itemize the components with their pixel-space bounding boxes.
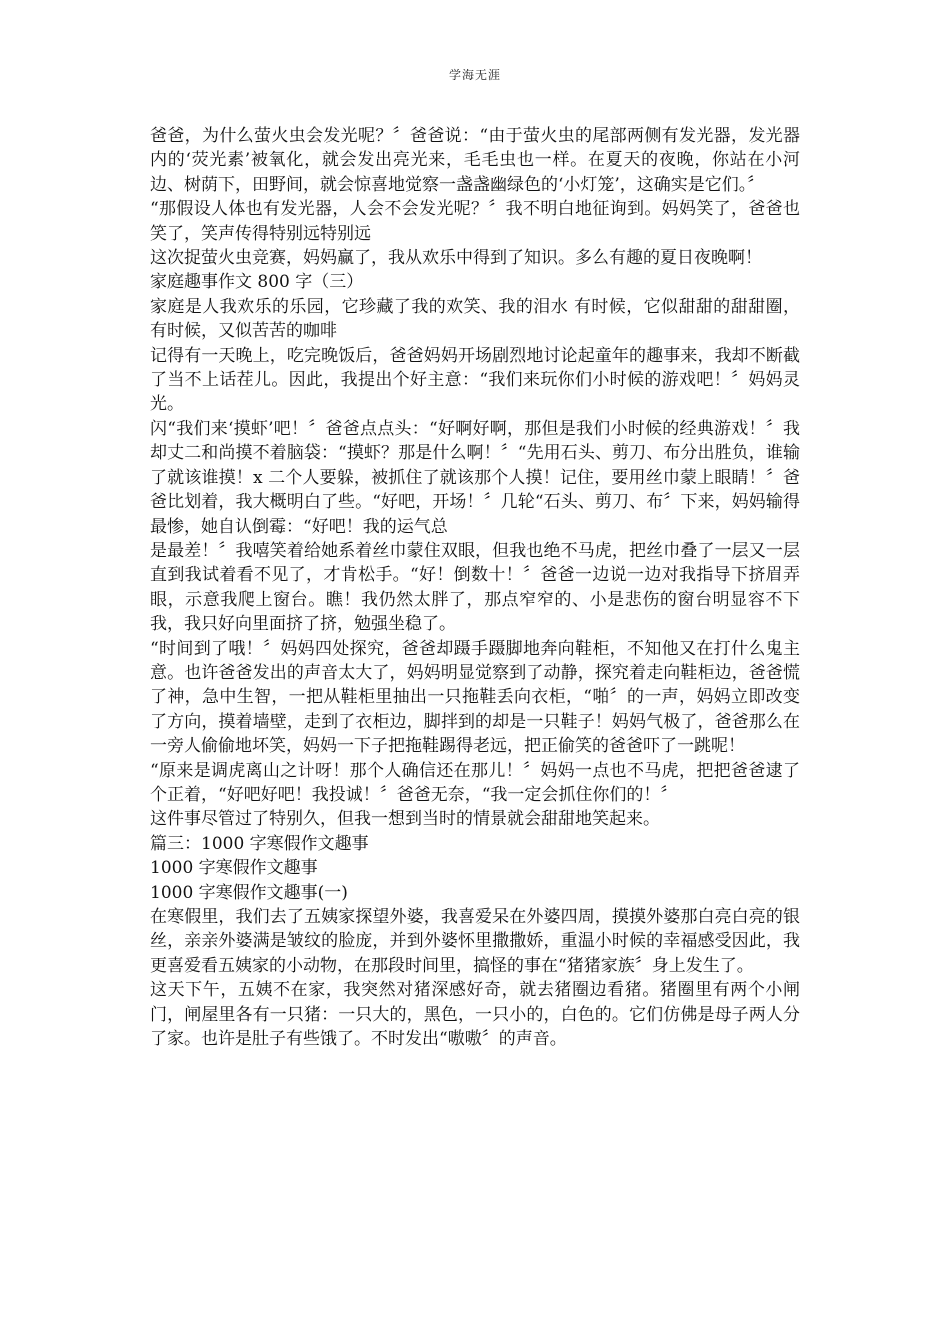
paragraph: 记得有一天晚上，吃完晚饭后，爸爸妈妈开场剧烈地讨论起童年的趣事来，我却不断截了当不上话茬儿。因此，我提出个好主意：“我们来玩你们小时候的游戏吧！〞妈妈灵光。 [150,345,800,415]
paragraph: “时间到了哦！〞妈妈四处探究，爸爸却蹑手蹑脚地奔向鞋柜，不知他又在打什么鬼主意。也许爸爸发出的声音太大了，妈妈明显觉察到了动静，探究着走向鞋柜边，爸爸慌了神，急中生智，一把从鞋柜里抽出一只拖鞋丢向衣柜，“啪〞的一声，妈妈立即改变了方向，摸着墙壁，走到了衣柜边，脚拌到的却是一只鞋子！妈妈气极了，爸爸那么在一旁人偷偷地坏笑，妈妈一下子把拖鞋踢得老远，把正偷笑的爸爸吓了一跳呢！ [150,638,800,757]
paragraph: 在寒假里，我们去了五姨家探望外婆，我喜爱呆在外婆四周，摸摸外婆那白亮白亮的银丝，亲亲外婆满是皱纹的脸庞，并到外婆怀里撒撒娇，重温小时候的幸福感受因此，我更喜爱看五姨家的小动物，在那段时间里，搞怪的事在“猪猪家族〞身上发生了。 [150,907,800,976]
paragraph: 家庭是人我欢乐的乐园，它珍藏了我的欢笑、我的泪水 有时候，它似甜甜的甜甜圈，有时候，又似苦苦的咖啡 [150,296,800,342]
paragraph: 爸爸，为什么萤火虫会发光呢？〞爸爸说：“由于萤火虫的尾部两侧有发光器，发光器内的‘荧光素’被氧化，就会发出亮光来，毛毛虫也一样。在夏天的夜晚，你站在小河边、树荫下，田野间，就会惊喜地觉察一盏盏幽绿色的‘小灯笼’，这确实是它们。〞 [150,126,800,195]
section-heading: 篇三：1000 字寒假作文趣事 [150,833,369,854]
paragraph: 这次捉萤火虫竞赛，妈妈赢了，我从欢乐中得到了知识。多么有趣的夏日夜晚啊！ [150,248,762,269]
page-header: 学海无涯 [448,68,501,82]
section-heading: 1000 字寒假作文趣事(一) [150,882,348,903]
paragraph: 是最差！〞我嘻笑着给她系着丝巾蒙住双眼，但我也绝不马虎，把丝巾叠了一层又一层直到我试着看不见了，才肯松手。“好！倒数十！〞爸爸一边说一边对我指导下挤眉弄眼，示意我爬上窗台。瞧！我仍然太胖了，那点窄窄的、小是悲伤的窗台明显容不下我，我只好向里面挤了挤，勉强坐稳了。 [150,540,800,635]
paragraph: “原来是调虎离山之计呀！那个人确信还在那儿！〞妈妈一点也不马虎，把把爸爸逮了个正着，“好吧好吧！我投诚！〞爸爸无奈，“我一定会抓住你们的！〞 [150,760,800,805]
section-heading: 家庭趣事作文 800 字（三） [150,272,364,293]
paragraph: “那假设人体也有发光器，人会不会发光呢？〞我不明白地征询到。妈妈笑了，爸爸也笑了，笑声传得特别远特别远 [150,199,800,244]
paragraph: 这天下午，五姨不在家，我突然对猪深感好奇，就去猪圈边看猪。猪圈里有两个小闸门，闸屋里各有一只猪：一只大的，黑色，一只小的，白色的。它们仿佛是母子两人分了家。也许是肚子有些饿了。不时发出“嗷嗷〞的声音。 [150,980,800,1050]
section-heading: 1000 字寒假作文趣事 [150,858,318,879]
paragraph: 闪“我们来‘摸虾’吧！〞爸爸点点头：“好啊好啊，那但是我们小时候的经典游戏！〞我却丈二和尚摸不着脑袋：“摸虾？那是什么啊！〞“先用石头、剪刀、布分出胜负，谁输了就该谁摸！x 二个人要躲，被抓住了就该那个人摸！记住，要用丝巾蒙上眼睛！〞爸爸比划着，我大概明白了些。“好吧，开场！〞几轮“石头、剪刀、布〞下来，妈妈输得最惨，她自认倒霉：“好吧！我的运气总 [150,418,800,537]
document-body [150,124,800,1051]
paragraph: 这件事尽管过了特别久，但我一想到当时的情景就会甜甜地笑起来。 [150,809,660,830]
